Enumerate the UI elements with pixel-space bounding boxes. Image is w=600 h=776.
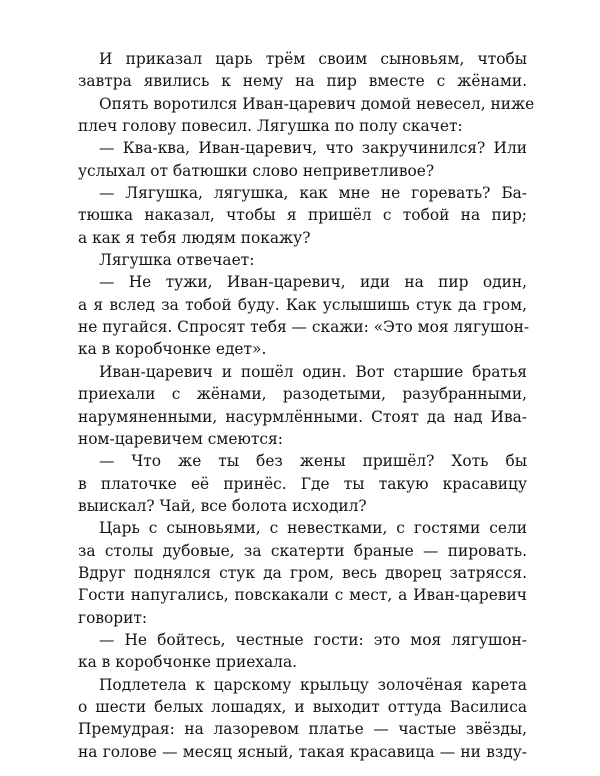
text-line: — Ква-ква, Иван-царевич, что закручинился? Или: [99, 139, 527, 158]
text-line: Лягушка отвечает:: [99, 251, 255, 270]
text-line: Гости напугались, повскакали с мест, а Иван-царевич: [78, 586, 527, 605]
text-line: — Что же ты без жены пришёл? Хоть бы: [99, 452, 527, 471]
text-line: тюшка наказал, чтобы я пришёл с тобой на пир;: [78, 206, 527, 225]
text-line: ном-царевичем смеются:: [78, 429, 283, 448]
text-line: — Лягушка, лягушка, как мне не горевать? Ба-: [99, 184, 527, 203]
paragraph: [78, 271, 530, 360]
paragraph: [78, 674, 527, 763]
text-line: Иван-царевич и пошёл один. Вот старшие братья: [99, 362, 527, 381]
text-line: за столы дубовые, за скатерти браные — пировать.: [78, 541, 527, 560]
text-line: на голове — месяц ясный, такая красавица — ни взду-: [78, 742, 527, 761]
text-line: выискал? Чай, все болота исходил?: [78, 496, 367, 515]
text-line: И приказал царь трём своим сыновьям, чтобы: [99, 50, 527, 68]
text-line: Премудрая: на лазоревом платье — частые звёзды,: [78, 720, 527, 739]
text-line: приехали с жёнами, разодетыми, разубранными,: [78, 385, 527, 404]
paragraph: [78, 48, 527, 93]
text-line: не пугайся. Спросят тебя — скажи: «Это моя лягушон-: [78, 318, 530, 337]
text-line: нарумяненными, насурмлёнными. Стоят да над Ива-: [78, 407, 527, 426]
paragraph: [78, 93, 535, 138]
text-line: ка в коробчонке приехала.: [78, 653, 298, 672]
text-line: в платочке её принёс. Где ты такую красавицу: [78, 474, 527, 493]
text-line: ка в коробчонке едет».: [78, 340, 267, 359]
text-line: плеч голову повесил. Лягушка по полу скачет:: [78, 117, 463, 136]
paragraph: [78, 517, 527, 629]
text-line: о шести белых лошадях, и выходит оттуда Василиса: [78, 697, 527, 716]
text-line: завтра явились к нему на пир вместе с жёнами.: [78, 72, 527, 91]
story-page: [78, 48, 535, 763]
paragraph: [78, 137, 527, 182]
text-line: — Не бойтесь, честные гости: это моя лягушон-: [99, 630, 527, 649]
text-line: Опять воротился Иван-царевич домой невесел, ниже: [99, 94, 535, 113]
text-line: Вдруг поднялся стук да гром, весь дворец затрясся.: [78, 563, 527, 582]
text-line: — Не тужи, Иван-царевич, иди на пир один,: [99, 273, 527, 292]
paragraph: [78, 361, 527, 450]
text-line: Царь с сыновьями, с невестками, с гостями сели: [99, 519, 527, 538]
text-line: говорит:: [78, 608, 148, 627]
paragraph: [78, 249, 527, 271]
text-line: а я вслед за тобой буду. Как услышишь стук да гром,: [78, 295, 527, 314]
paragraph: [78, 182, 527, 249]
text-line: а как я тебя людям покажу?: [78, 228, 311, 247]
paragraph: [78, 450, 527, 517]
text-line: Подлетела к царскому крыльцу золочёная карета: [99, 675, 527, 694]
paragraph: [78, 629, 527, 674]
text-line: услыхал от батюшки слово неприветливое?: [78, 161, 435, 180]
